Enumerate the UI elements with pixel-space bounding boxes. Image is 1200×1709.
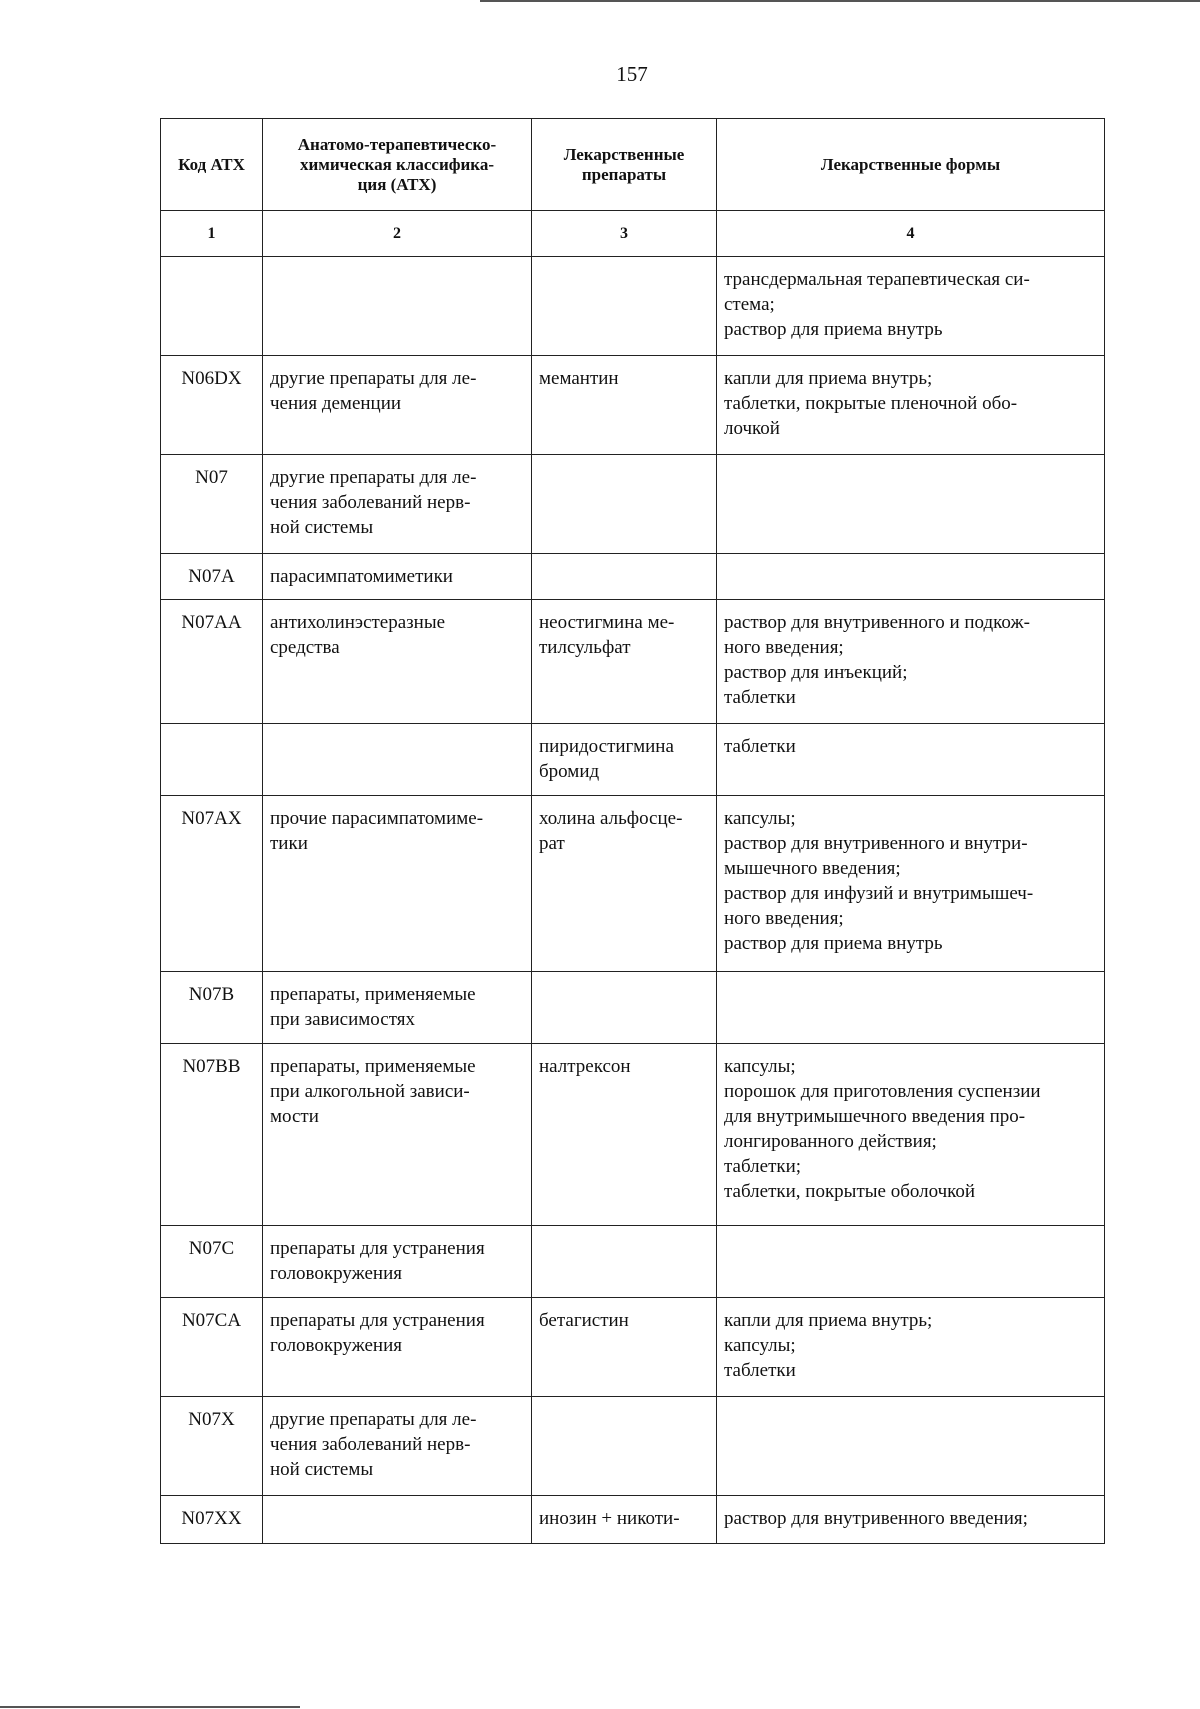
table-row bbox=[161, 356, 1105, 455]
classification-cell: препараты, применяемые при зависимостях bbox=[263, 972, 532, 1044]
table-row bbox=[161, 724, 1105, 796]
atx-code-cell bbox=[161, 257, 263, 356]
classification-cell: другие препараты для ле- чения заболеваний нерв- ной системы bbox=[263, 455, 532, 554]
table-row bbox=[161, 554, 1105, 600]
top-scan-edge-line bbox=[480, 0, 1200, 2]
drug-cell bbox=[532, 455, 717, 554]
header-row bbox=[161, 119, 1105, 211]
atx-code-cell: N07AX bbox=[161, 796, 263, 972]
dosage-forms-cell bbox=[717, 1226, 1105, 1298]
dosage-forms-cell: капли для приема внутрь; таблетки, покрытые пленочной обо- лочкой bbox=[717, 356, 1105, 455]
drug-cell: неостигмина ме- тилсульфат bbox=[532, 600, 717, 724]
classification-cell bbox=[263, 257, 532, 356]
table-row bbox=[161, 1496, 1105, 1544]
table-row bbox=[161, 1226, 1105, 1298]
drug-cell bbox=[532, 257, 717, 356]
atx-code-cell: N07AA bbox=[161, 600, 263, 724]
atx-code-cell: N07X bbox=[161, 1397, 263, 1496]
dosage-forms-cell: капсулы; раствор для внутривенного и внутри- мышечного введения; раствор для инфузий и внутримышеч- ного введения; раствор для приема внутрь bbox=[717, 796, 1105, 972]
atx-code-cell: N07B bbox=[161, 972, 263, 1044]
dosage-forms-cell bbox=[717, 972, 1105, 1044]
classification-cell: препараты для устранения головокружения bbox=[263, 1298, 532, 1397]
drug-cell: налтрексон bbox=[532, 1044, 717, 1226]
drug-cell bbox=[532, 554, 717, 600]
dosage-forms-cell: капли для приема внутрь; капсулы; таблетки bbox=[717, 1298, 1105, 1397]
atx-code-cell: N07 bbox=[161, 455, 263, 554]
drug-cell bbox=[532, 972, 717, 1044]
dosage-forms-cell: капсулы; порошок для приготовления суспензии для внутримышечного введения про- лонгированного действия; таблетки; таблетки, покрытые оболочкой bbox=[717, 1044, 1105, 1226]
bottom-scan-edge-line bbox=[0, 1706, 300, 1708]
classification-cell bbox=[263, 1496, 532, 1544]
dosage-forms-cell bbox=[717, 554, 1105, 600]
table-row bbox=[161, 600, 1105, 724]
classification-cell: парасимпатомиметики bbox=[263, 554, 532, 600]
atx-code-cell: N07BB bbox=[161, 1044, 263, 1226]
column-number: 4 bbox=[717, 211, 1105, 257]
classification-cell bbox=[263, 724, 532, 796]
dosage-forms-cell bbox=[717, 1397, 1105, 1496]
drug-cell: холина альфосце- рат bbox=[532, 796, 717, 972]
column-number: 3 bbox=[532, 211, 717, 257]
atx-code-cell bbox=[161, 724, 263, 796]
table-row bbox=[161, 796, 1105, 972]
column-number: 2 bbox=[263, 211, 532, 257]
table-row bbox=[161, 1044, 1105, 1226]
table-row bbox=[161, 1298, 1105, 1397]
atx-code-cell: N07XX bbox=[161, 1496, 263, 1544]
dosage-forms-cell: трансдермальная терапевтическая си- стема; раствор для приема внутрь bbox=[717, 257, 1105, 356]
drug-cell bbox=[532, 1226, 717, 1298]
dosage-forms-cell: таблетки bbox=[717, 724, 1105, 796]
atx-code-cell: N07CA bbox=[161, 1298, 263, 1397]
atx-code-cell: N07C bbox=[161, 1226, 263, 1298]
classification-cell: антихолинэстеразные средства bbox=[263, 600, 532, 724]
classification-cell: другие препараты для ле- чения деменции bbox=[263, 356, 532, 455]
atx-code-cell: N07A bbox=[161, 554, 263, 600]
column-number: 1 bbox=[161, 211, 263, 257]
table-row bbox=[161, 257, 1105, 356]
header-drugs: Лекарственные препараты bbox=[532, 119, 717, 211]
dosage-forms-cell bbox=[717, 455, 1105, 554]
page-number: 157 bbox=[616, 62, 648, 86]
atx-code-cell: N06DX bbox=[161, 356, 263, 455]
classification-cell: другие препараты для ле- чения заболеваний нерв- ной системы bbox=[263, 1397, 532, 1496]
atx-classification-table bbox=[160, 118, 1105, 1544]
table-row bbox=[161, 1397, 1105, 1496]
drug-cell bbox=[532, 1397, 717, 1496]
drug-cell: бетагистин bbox=[532, 1298, 717, 1397]
classification-cell: препараты, применяемые при алкогольной зависи- мости bbox=[263, 1044, 532, 1226]
table-row bbox=[161, 972, 1105, 1044]
header-atx-code: Код АТХ bbox=[161, 119, 263, 211]
drug-cell: инозин + никоти- bbox=[532, 1496, 717, 1544]
header-dosage-forms: Лекарственные формы bbox=[717, 119, 1105, 211]
header-classification: Анатомо-терапевтическо- химическая классифика- ция (АТХ) bbox=[263, 119, 532, 211]
drug-cell: пиридостигмина бромид bbox=[532, 724, 717, 796]
column-number-row bbox=[161, 211, 1105, 257]
dosage-forms-cell: раствор для внутривенного и подкож- ного введения; раствор для инъекций; таблетки bbox=[717, 600, 1105, 724]
drug-cell: мемантин bbox=[532, 356, 717, 455]
classification-cell: прочие парасимпатомиме- тики bbox=[263, 796, 532, 972]
table-row bbox=[161, 455, 1105, 554]
classification-cell: препараты для устранения головокружения bbox=[263, 1226, 532, 1298]
dosage-forms-cell: раствор для внутривенного введения; bbox=[717, 1496, 1105, 1544]
